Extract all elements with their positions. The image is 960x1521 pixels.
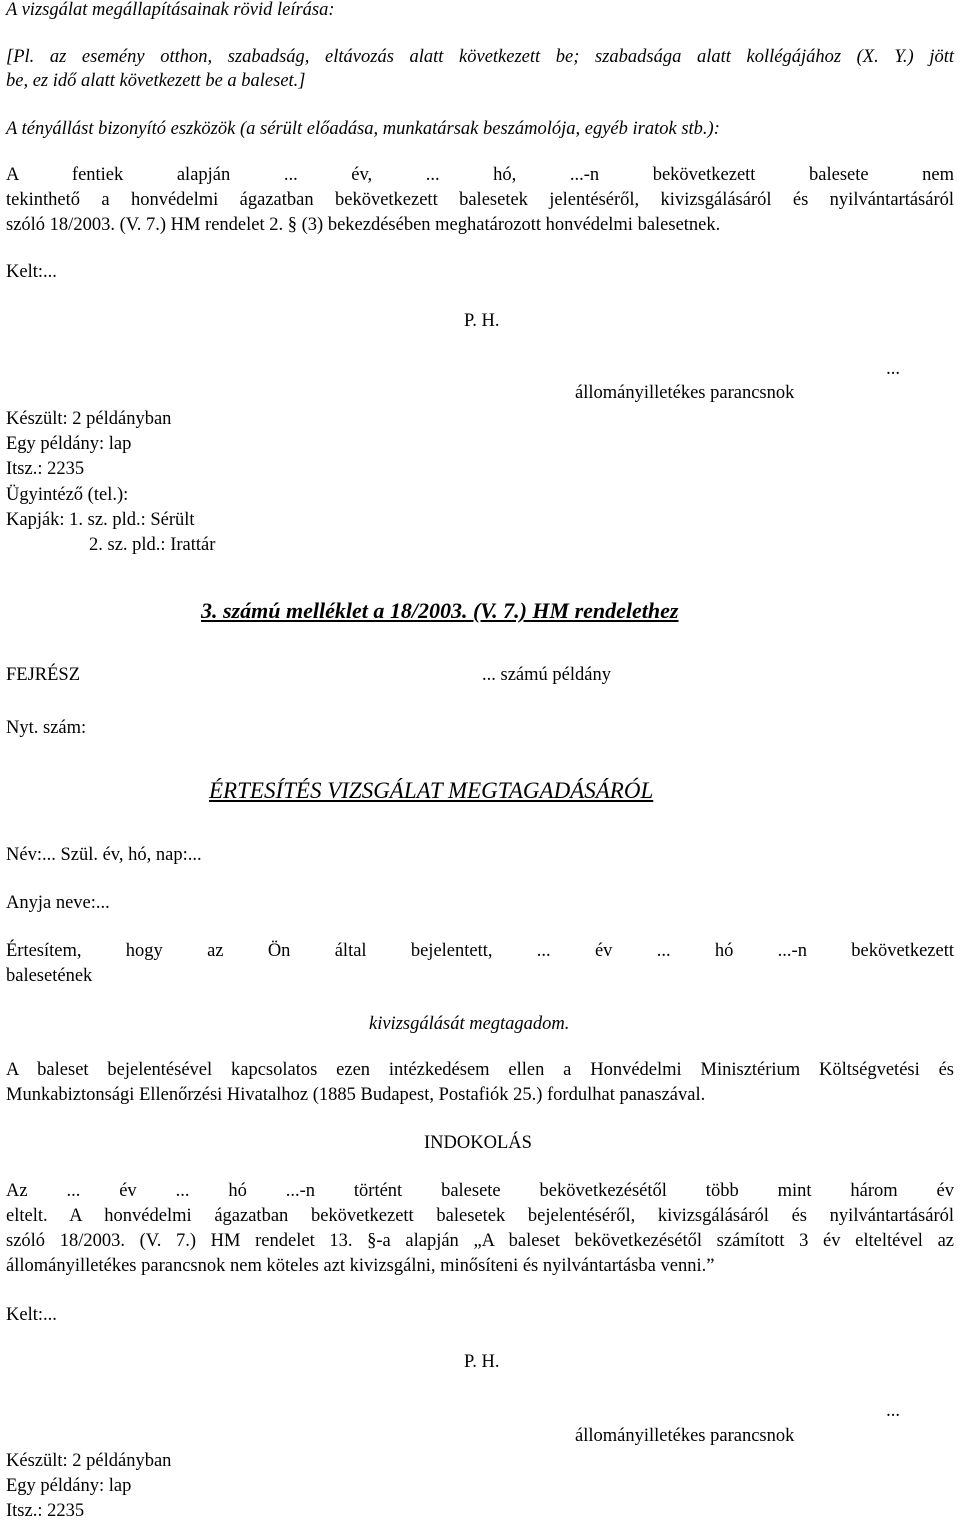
reason-line-2: eltelt. A honvédelmi ágazatban bekövetkezett balesetek bejelentéséről, kivizsgálásáról és nyilvántartásáról xyxy=(6,1206,954,1226)
seal-placeholder-2: P. H. xyxy=(464,1352,500,1372)
signature-title-2: állományilletékes parancsnok xyxy=(575,1426,795,1446)
document-title: ÉRTESÍTÉS VIZSGÁLAT MEGTAGADÁSÁRÓL xyxy=(209,778,654,803)
footer-recipient-1: Kapják: 1. sz. pld.: Sérült xyxy=(6,510,195,530)
findings-heading: A vizsgálat megállapításainak rövid leírása: xyxy=(6,0,335,20)
kelt-line-2: Kelt:... xyxy=(6,1305,57,1325)
footer-copy-2: Egy példány: lap xyxy=(6,1476,132,1496)
footer-copy: Egy példány: lap xyxy=(6,434,132,454)
reasoning-heading: INDOKOLÁS xyxy=(424,1133,532,1153)
reason-line-4: állományilletékes parancsnok nem köteles azt kivizsgálni, minősíteni és nyilvántartásba venni.” xyxy=(6,1256,715,1276)
copy-number: ... számú példány xyxy=(482,665,611,685)
example-text-line-2: be, ez idő alatt következett be a baleset.] xyxy=(6,71,306,91)
footer-prepared-2: Készült: 2 példányban xyxy=(6,1451,172,1471)
finding-line-3: szóló 18/2003. (V. 7.) HM rendelet 2. § (3) bekezdésében meghatározott honvédelmi balesetnek. xyxy=(6,215,721,235)
header-part-label: FEJRÉSZ xyxy=(6,665,81,685)
signature-dots: ... xyxy=(886,359,900,379)
reason-line-1: Az ... év ... hó ...-n történt balesete bekövetkezésétől több mint három év xyxy=(6,1181,954,1201)
footer-itsz-2: Itsz.: 2235 xyxy=(6,1501,85,1521)
footer-recipient-2: 2. sz. pld.: Irattár xyxy=(89,535,216,555)
notification-line-1: Értesítem, hogy az Ön által bejelentett, ... év ... hó ...-n bekövetkezett xyxy=(6,941,954,961)
evidence-line: A tényállást bizonyító eszközök (a sérült előadása, munkatársak beszámolója, egyéb iratok stb.): xyxy=(6,119,720,139)
mother-name-line: Anyja neve:... xyxy=(6,893,110,913)
name-line: Név:... Szül. év, hó, nap:... xyxy=(6,845,202,865)
example-text-line-1: [Pl. az esemény otthon, szabadság, eltávozás alatt következett be; szabadsága alatt kollégájához (X. Y.) jött xyxy=(6,47,954,67)
footer-itsz: Itsz.: 2235 xyxy=(6,459,85,479)
kelt-line: Kelt:... xyxy=(6,262,57,282)
notification-line-2: balesetének xyxy=(6,966,93,986)
refusal-statement: kivizsgálását megtagadom. xyxy=(369,1014,570,1034)
signature-title: állományilletékes parancsnok xyxy=(575,383,795,403)
appeal-line-1: A baleset bejelentésével kapcsolatos ezen intézkedésem ellen a Honvédelmi Minisztérium Költségvetési és xyxy=(6,1060,954,1080)
reason-line-3: szóló 18/2003. (V. 7.) HM rendelet 13. §-a alapján „A baleset bekövetkezésétől számított 3 év elteltével az xyxy=(6,1231,954,1251)
appeal-line-2: Munkabiztonsági Ellenőrzési Hivatalhoz (1885 Budapest, Postafiók 25.) fordulhat panaszával. xyxy=(6,1085,706,1105)
seal-placeholder: P. H. xyxy=(464,311,500,331)
footer-prepared: Készült: 2 példányban xyxy=(6,409,172,429)
signature-dots-2: ... xyxy=(886,1401,900,1421)
finding-line-2: tekinthető a honvédelmi ágazatban bekövetkezett balesetek jelentéséről, kivizsgálásáról és nyilvántartásáról xyxy=(6,190,954,210)
footer-clerk: Ügyintéző (tel.): xyxy=(6,485,129,505)
annex-title: 3. számú melléklet a 18/2003. (V. 7.) HM rendelethez xyxy=(201,598,679,623)
registration-number: Nyt. szám: xyxy=(6,718,87,738)
finding-line-1: A fentiek alapján ... év, ... hó, ...-n bekövetkezett balesete nem xyxy=(6,165,954,185)
